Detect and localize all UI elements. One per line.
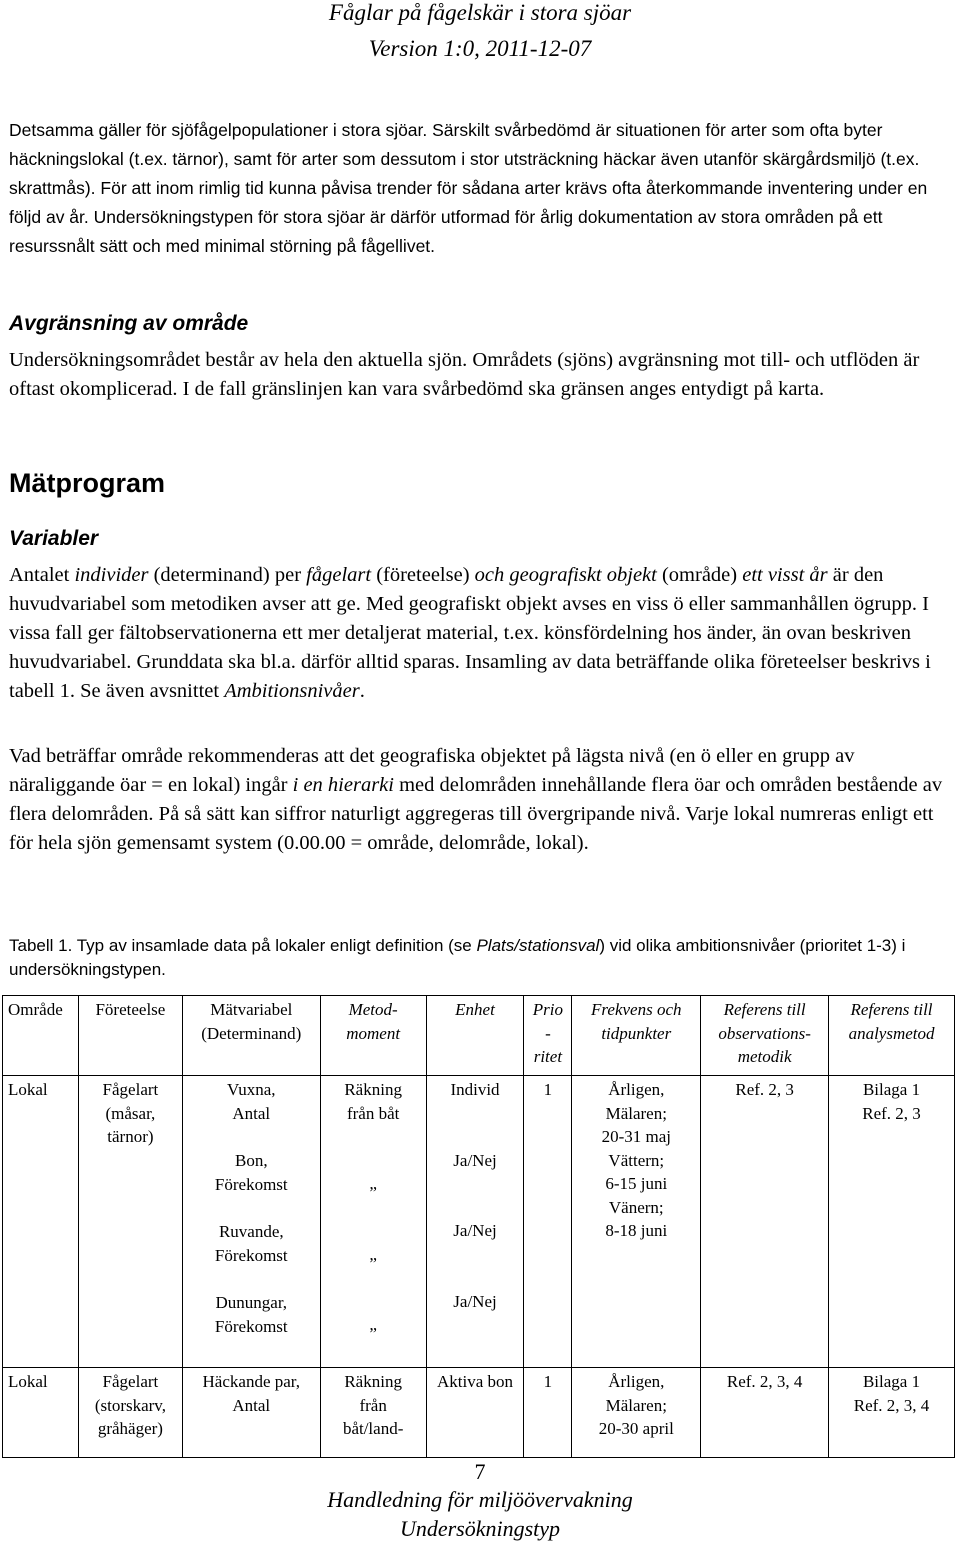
cell-priority: 1 [524,1076,572,1368]
cell-ref-analysis: Bilaga 1 Ref. 2, 3, 4 [829,1368,955,1458]
cell-variables: Häckande par, Antal [182,1368,320,1458]
cell-method: Räkning från båt „ „ „ [320,1076,426,1368]
cell-unit: Aktiva bon [426,1368,524,1458]
cell-frequency: Årligen, Mälaren; 20-30 april [572,1368,701,1458]
cell-priority: 1 [524,1368,572,1458]
section-heading-area: Avgränsning av område [9,312,249,335]
col-header-variable: Mätvariabel (Determinand) [182,996,320,1076]
subheading-variables: Variabler [9,527,99,550]
cell-area: Lokal [3,1368,79,1458]
header-title: Fåglar på fågelskär i stora sjöar [328,0,632,25]
col-header-phenomenon: Företeelse [78,996,182,1076]
col-header-method: Metod- moment [320,996,426,1076]
table-row [3,1076,955,1368]
footer-line-2: Undersökningstyp [399,1516,561,1541]
header-version: Version 1:0, 2011-12-07 [368,36,592,61]
cell-frequency: Årligen, Mälaren; 20-31 maj Vättern; 6-15 juni Vänern; 8-18 juni [572,1076,701,1368]
footer-line-1: Handledning för miljöövervakning [327,1487,633,1512]
intro-paragraph: Detsamma gäller för sjöfågelpopulationer i stora sjöar. Särskilt svårbedömd är situationen för arter som ofta byter häckningslokal (t.ex. tärnor), samt för arter som dessutom i stor utsträckning häckar även utanför skärgårdsmiljö (t.ex. skrattmås). För att inom rimlig tid kunna påvisa trender för sådana arter krävs ofta återkommande inventering under en följd av år. Undersökningstypen för stora sjöar är därför utformad för årlig dokumentation av stora områden på ett resurssnålt sätt och med minimal störning på fågellivet. [9,120,928,256]
section-heading-program: Mätprogram [9,468,166,498]
cell-unit: Individ Ja/Nej Ja/Nej Ja/Nej [426,1076,524,1368]
cell-phenomenon: Fågelart (måsar, tärnor) [78,1076,182,1368]
area-paragraph: Undersökningsområdet består av hela den aktuella sjön. Områdets (sjöns) avgränsning mot till- och utflöden är oftast okomplicerad. I de fall gränslinjen kan vara svårbedömd ska gränsen anges entydigt på karta. [9,349,920,400]
col-header-frequency: Frekvens och tidpunkter [572,996,701,1076]
table-row [3,1368,955,1458]
data-table [2,995,955,1458]
table-header-row [3,996,955,1076]
cell-method: Räkning från båt/land- [320,1368,426,1458]
col-header-area: Område [3,996,79,1076]
col-header-ref-analysis: Referens till analysmetod [829,996,955,1076]
col-header-priority: Prio - ritet [524,996,572,1076]
cell-phenomenon: Fågelart (storskarv, gråhäger) [78,1368,182,1458]
cell-ref-observation: Ref. 2, 3, 4 [701,1368,829,1458]
cell-ref-observation: Ref. 2, 3 [701,1076,829,1368]
col-header-ref-observation: Referens till observations- metodik [701,996,829,1076]
variables-paragraph-1: Antalet individer (determinand) per fågelart (företeelse) och geografiskt objekt (område) ett visst år är den huvudvariabel som metodiken avser att ge. Med geografiskt objekt avses en viss ö eller sammanhållen ögrupp. I vissa fall ger fältobservationerna ett mer detaljerat material, t.ex. könsfördelning hos änder, än ovan beskriven huvudvariabel. Grunddata ska bl.a. därför alltid sparas. Insamling av data beträffande olika företeelser beskrivs i tabell 1. Se även avsnittet Ambitionsnivåer. [9,564,931,702]
cell-variables: Vuxna, Antal Bon, Förekomst Ruvande, Förekomst Dunungar, Förekomst [182,1076,320,1368]
table-caption: Tabell 1. Typ av insamlade data på lokaler enligt definition (se Plats/stationsval) vid olika ambitionsnivåer (prioritet 1-3) i undersökningstypen. [9,936,906,979]
page-number: 7 [474,1459,486,1484]
cell-ref-analysis: Bilaga 1 Ref. 2, 3 [829,1076,955,1368]
col-header-unit: Enhet [426,996,524,1076]
cell-area: Lokal [3,1076,79,1368]
variables-paragraph-2: Vad beträffar område rekommenderas att det geografiska objektet på lägsta nivå (en ö eller en grupp av näraliggande öar = en lokal) ingår i en hierarki med delområden innehållande flera öar och områden bestående av flera delområden. På så sätt kan siffror naturligt aggregeras till övergripande nivå. Varje lokal numreras enligt ett för hela sjön gemensamt system (0.00.00 = område, delområde, lokal). [9,745,943,854]
